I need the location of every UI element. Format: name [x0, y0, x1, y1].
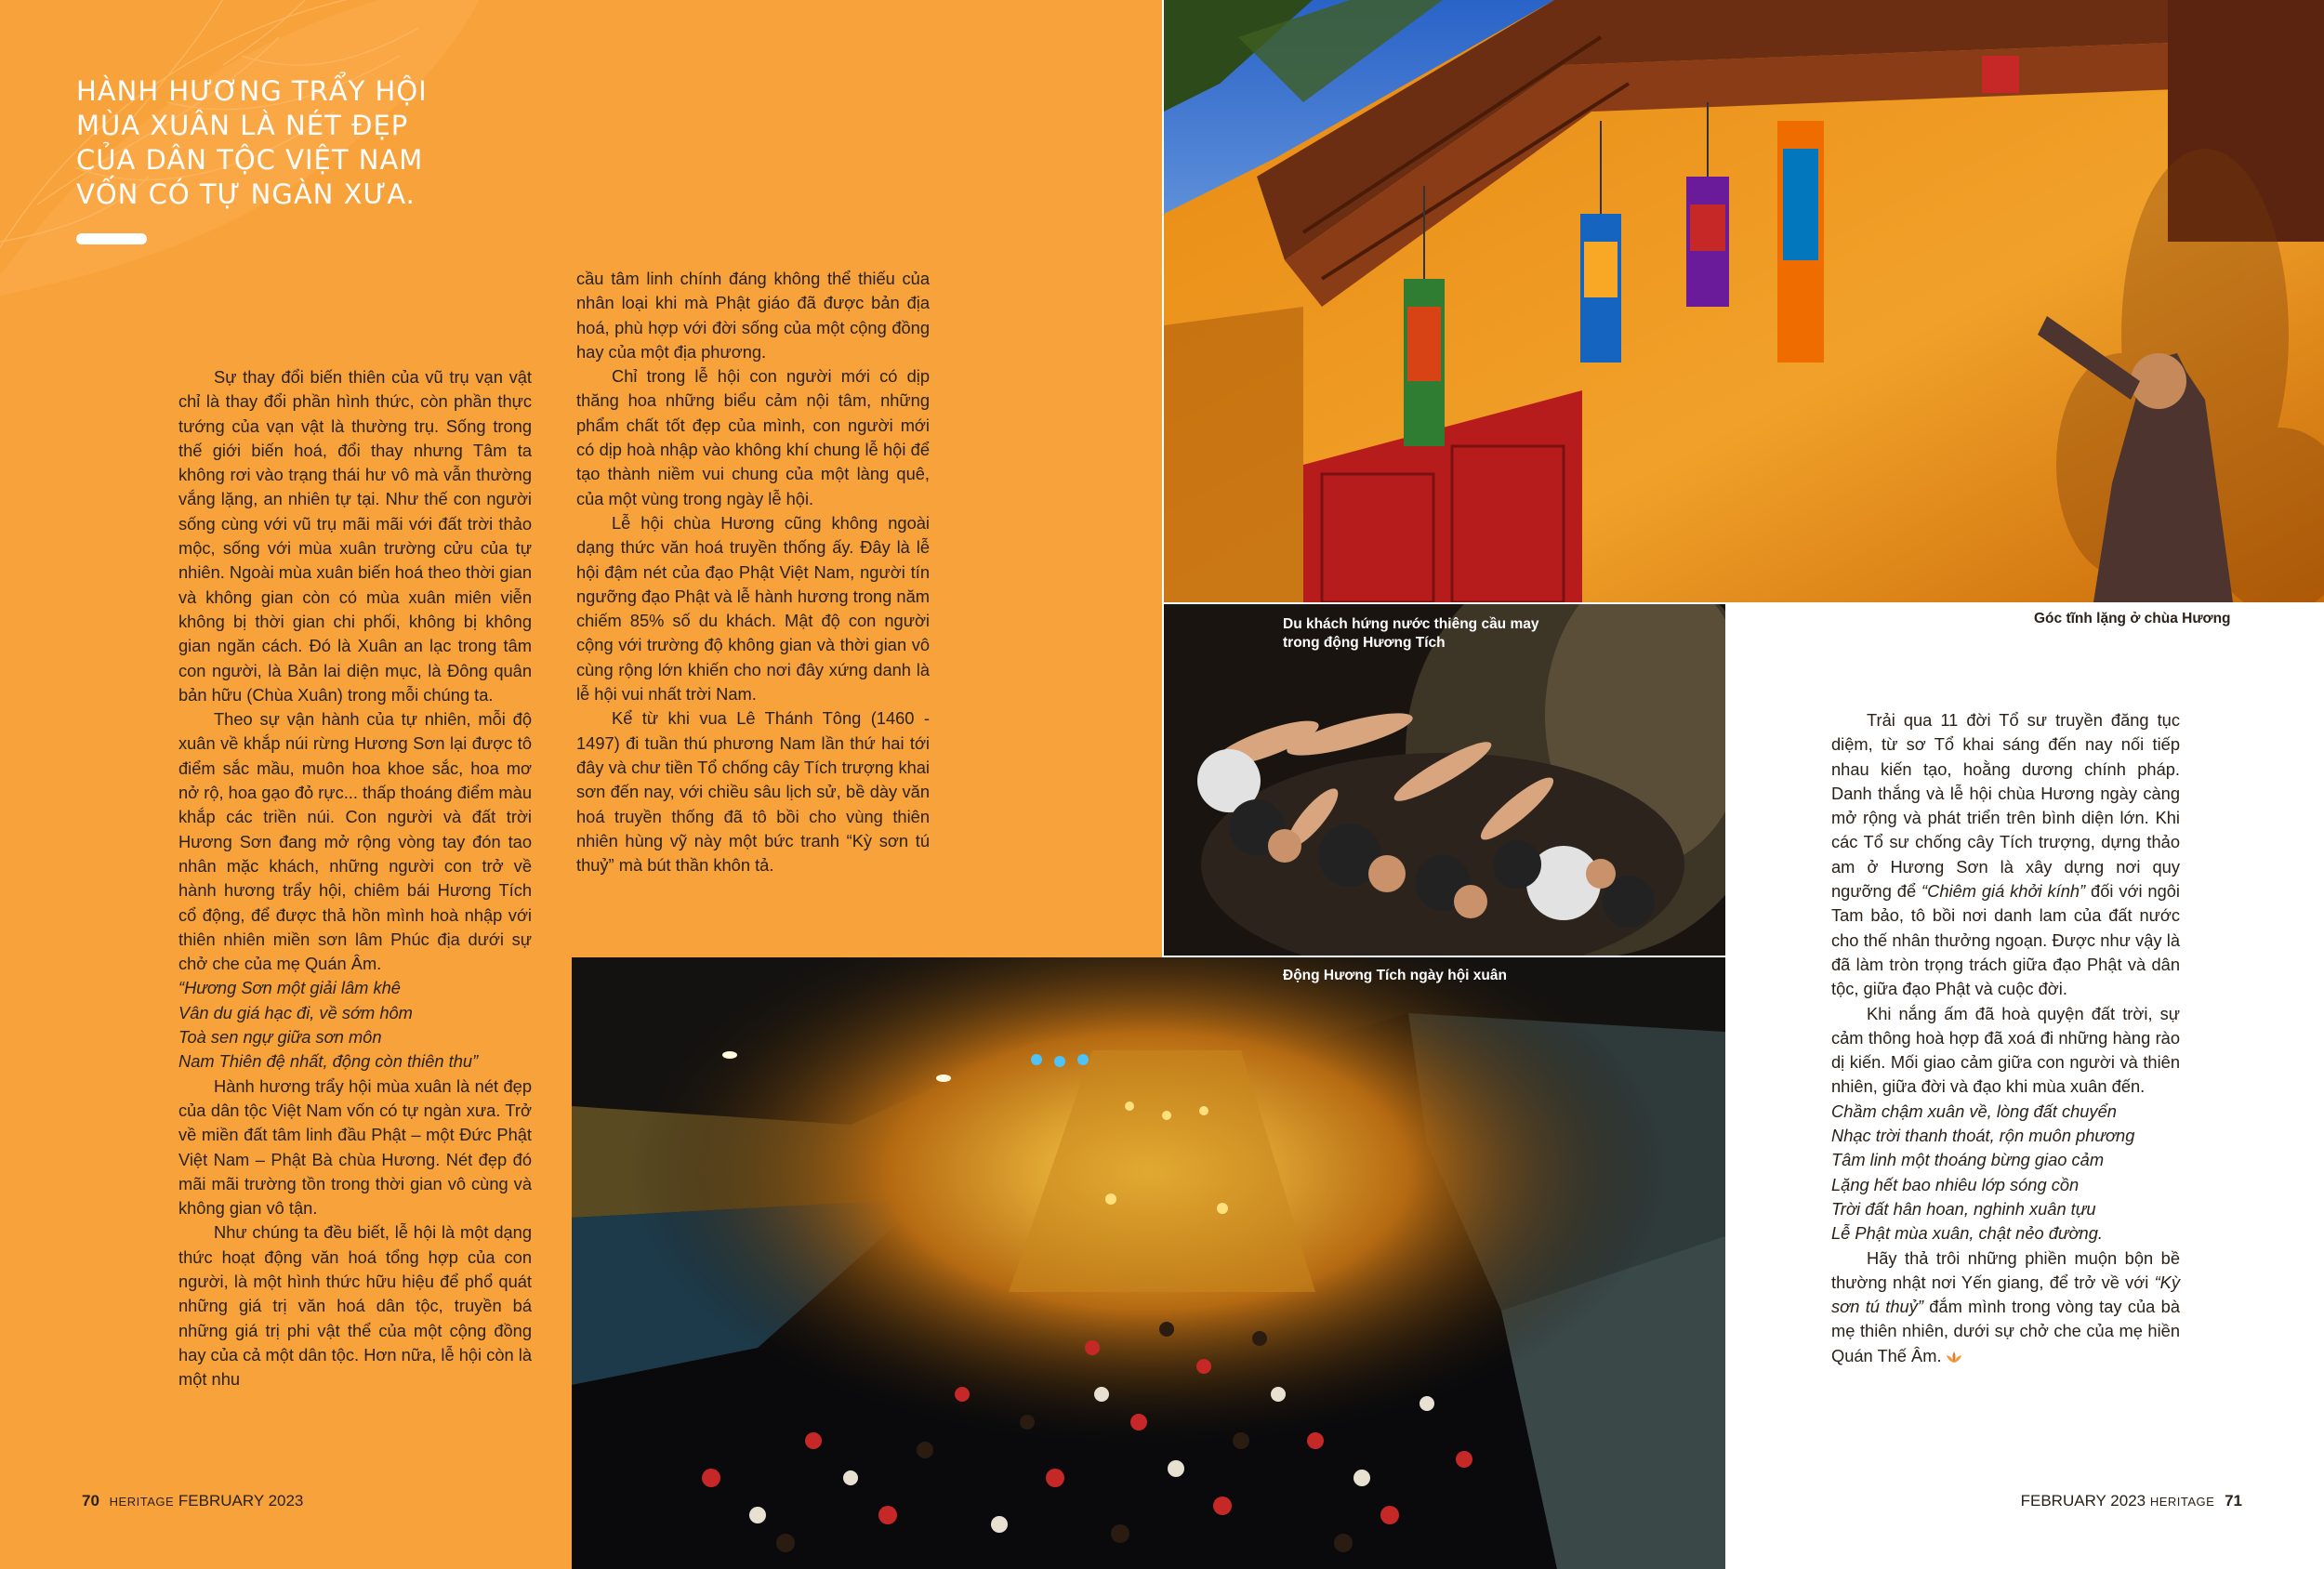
paragraph-text: đắm mình trong vòng tay của bà mẹ thiên nhiên, dưới sự chở che của mẹ hiền Quán Thế Âm.: [1831, 1297, 2180, 1365]
quote-text: “Kỳ sơn tú thuỷ”: [1831, 1272, 2180, 1317]
paragraph-text: Hãy thả trôi những phiền muộn bộn bề thường nhật nơi Yến giang, để trở về với: [1831, 1247, 2180, 1292]
paragraph: cầu tâm linh chính đáng không thể thiếu của nhân loại khi mà Phật giáo đã được bản địa hoá, phù hợp với đời sống của một cộng đồng hay của một địa phương.: [576, 269, 930, 362]
verse-line: “Hương Sơn một giải lâm khê: [178, 978, 401, 998]
verse-line: Chầm chậm xuân về, lòng đất chuyển: [1831, 1101, 2117, 1121]
text-column-3: [1831, 708, 2180, 1368]
photo-caption: Du khách hứng nước thiêng cầu may trong động Hương Tích: [1283, 616, 1539, 651]
paragraph: Khi nắng ấm đã hoà quyện đất trời, sự cảm thông hoà hợp đã xoá đi những hàng rào dị kiến. Mối giao cảm giữa con người và thiên nhiên, giữa đời và đạo khi mùa xuân đến.: [1831, 1003, 2180, 1097]
verse-line: Lễ Phật mùa xuân, chật nẻo đường.: [1831, 1223, 2103, 1244]
pull-quote: HÀNH HƯƠNG TRẨY HỘI MÙA XUÂN LÀ NÉT ĐẸP CỦA DÂN TỘC VIỆT NAM VỐN CÓ TỰ NGÀN XƯA.: [76, 75, 428, 210]
issue-date: FEBRUARY 2023: [178, 1492, 304, 1510]
magazine-name: HERITAGE: [2149, 1495, 2215, 1509]
paragraph: Hành hương trẩy hội mùa xuân là nét đẹp của dân tộc Việt Nam vốn có tự ngàn xưa. Trở về miền đất tâm linh đầu Phật – một Đức Phật Việt Nam – Phật Bà chùa Hương. Nét đẹp đó mãi mãi trường tồn trong thời gian vô cùng và không gian vô tận.: [178, 1075, 532, 1219]
photo-caption: Góc tĩnh lặng ở chùa Hương: [2034, 611, 2231, 626]
cave-photo: [572, 957, 1725, 1569]
magazine-name: HERITAGE: [109, 1495, 175, 1509]
folio-right: [2021, 1492, 2248, 1510]
temple-photo: [1164, 0, 2324, 602]
paragraph-text: Trải qua 11 đời Tổ sư truyền đăng tục diệm, từ sơ Tổ khai sáng đến nay nối tiếp nhau kiến tạo, hoằng dương chính pháp. Danh thắng và lễ hội chùa Hương ngày càng mở rộng và phát triển trên bình diện lớn. Khi các Tổ sư chống cây Tích trượng, dựng thảo am ở Hương Sơn là xây dựng nơi quy ngưỡng để: [1831, 710, 2180, 902]
verse-line: Lặng hết bao nhiêu lớp sóng cồn: [1831, 1174, 2080, 1194]
hands-photo: [1164, 604, 1725, 956]
paragraph-text: đối với ngôi Tam bảo, tô bồi nơi danh lam của đất nước cho thế nhân thưởng ngoạn. Được như vậy là đã làm tròn trọng trách giữa đạo Phật và dân tộc, giữa đạo Phật và cuộc đời.: [1831, 881, 2180, 999]
verse-line: Tâm linh một thoáng bừng giao cảm: [1831, 1150, 2105, 1170]
paragraph: [1831, 1246, 2180, 1368]
paragraph: Chỉ trong lễ hội con người mới có dịp thăng hoa những biểu cảm nội tâm, những phẩm chất tốt đẹp của mình, con người mới có dịp hoà nhập vào không khí chung lễ hội để tạo thành niềm vui chung của một làng quê, của một vùng trong ngày lễ hội.: [576, 366, 930, 508]
verse-line: Nam Thiên đệ nhất, động còn thiên thu”: [178, 1051, 479, 1072]
paragraph: Theo sự vận hành của tự nhiên, mỗi độ xuân về khắp núi rừng Hương Sơn lại được tô điểm sắc mầu, muôn hoa khoe sắc, hoa mơ nở rộ, hoa gạo đỏ rực... thấp thoáng điểm màu khắp các triền núi. Con người và đất trời Hương Sơn đang mở rộng vòng tay đón tao nhân mặc khách, những người con trở về hành hương trẩy hội, chiêm bái Hương Tích cổ động, để được thả hồn mình hoà nhập với thiên nhiên miền sơn lâm Phúc địa dưới sự chở che của mẹ Quán Âm.: [178, 709, 532, 974]
page-number: 71: [2225, 1492, 2242, 1510]
page-number: 70: [82, 1492, 99, 1510]
paragraph: Lễ hội chùa Hương cũng không ngoài dạng thức văn hoá truyền thống ấy. Đây là lễ hội đậm nét của đạo Phật Việt Nam, người tín ngưỡng đạo Phật và lễ hành hương trong năm chiếm 85% số du khách. Mật độ con người cộng với trường độ không gian và thời gian vô cùng rộng lớn khiến cho nơi đây xứng danh là lễ hội vui nhất trời Nam.: [576, 512, 930, 705]
issue-date: FEBRUARY 2023: [2020, 1492, 2146, 1510]
paragraph: [1831, 708, 2180, 1002]
paragraph: Sự thay đổi biến thiên của vũ trụ vạn vật chỉ là thay đổi phần hình thức, còn phần thực tướng của vạn vật là thường trụ. Sống trong thế giới biến hoá, đổi thay nhưng Tâm ta không rơi vào trạng thái hư vô mà vẫn thường vắng lặng, an nhiên tự tại. Như thế con người sống cùng với vũ trụ mãi mãi với đất trời thảo mộc, sống với mùa xuân trường cửu của tự nhiên. Ngoài mùa xuân biến hoá theo thời gian và không gian còn có mùa xuân miên viễn không bị thời gian chi phối, không bị không gian ngăn cách. Đó là Xuân an lạc trong tâm con người, là Bản lai diện mục, là Đông quân bản hữu (Chùa Xuân) trong mỗi chúng ta.: [178, 367, 532, 705]
verse-line: Vân du giá hạc đi, về sớm hôm: [178, 1002, 413, 1022]
paragraph: Như chúng ta đều biết, lễ hội là một dạng thức hoạt động văn hoá tổng hợp của con người, là một hình thức hữu hiệu để phổ quát những giá trị văn hoá dân tộc, truyền bá những giá trị phi vật thể của một cộng đồng hay của cả một dân tộc. Hơn nữa, lễ hội còn là một nhu: [178, 1222, 532, 1390]
verse-line: Trời đất hân hoan, nghinh xuân tựu: [1831, 1198, 2096, 1219]
verse-line: Toà sen ngự giữa sơn môn: [178, 1027, 382, 1048]
lotus-icon: [1944, 1351, 1964, 1364]
paragraph: Kể từ khi vua Lê Thánh Tông (1460 - 1497) đi tuần thú phương Nam lần thứ hai tới đây và chư tiền Tổ chống cây Tích trượng khai sơn đến nay, với chiều sâu lịch sử, bề dày văn hoá truyền thống đã tô bồi cho vùng thiên nhiên hùng vỹ này một bức tranh “Kỳ sơn tú thuỷ” mà bút thần khôn tả.: [576, 708, 930, 876]
quote-text: “Chiêm giá khởi kính”: [1921, 881, 2086, 902]
pull-quote-bar: [76, 233, 147, 244]
photo-caption: Động Hương Tích ngày hội xuân: [1283, 968, 1507, 983]
folio-left: [76, 1492, 303, 1510]
text-column-1: [178, 365, 532, 1391]
verse-line: Nhạc trời thanh thoát, rộn muôn phương: [1831, 1126, 2135, 1146]
text-column-2: [576, 267, 930, 877]
